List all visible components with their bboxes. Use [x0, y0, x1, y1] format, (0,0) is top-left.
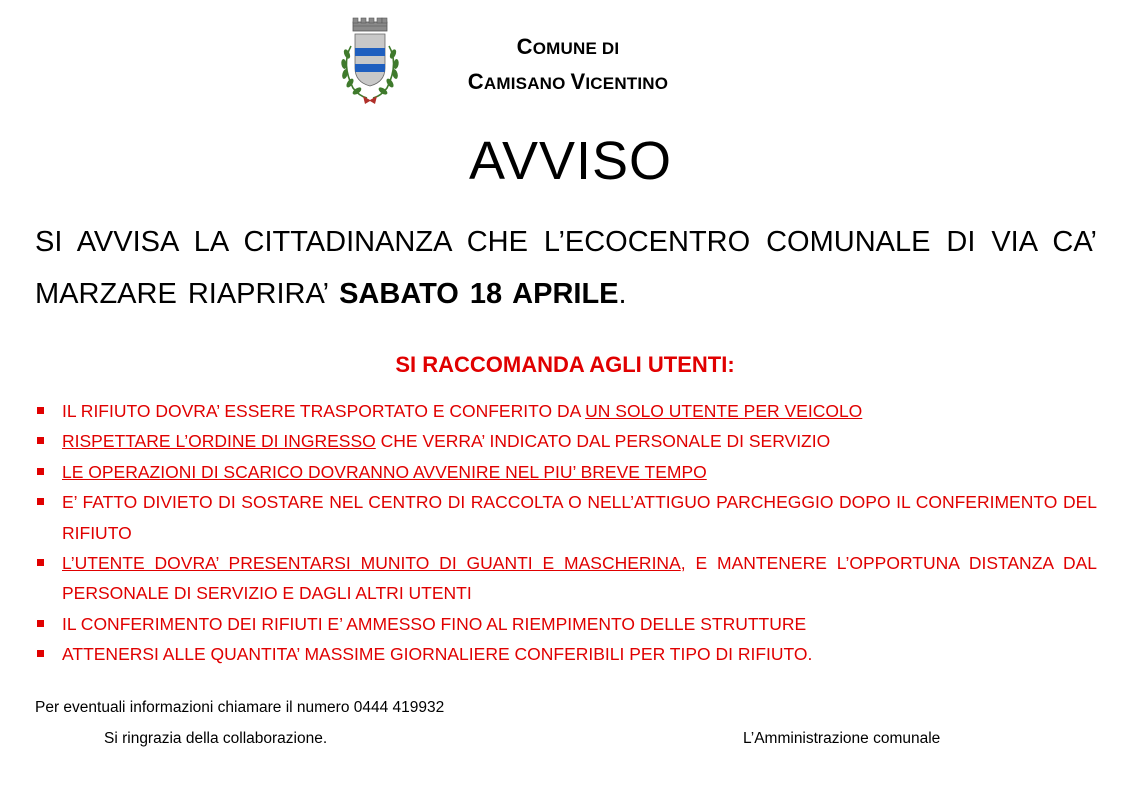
notice-intro [35, 216, 1097, 320]
bullet-icon [37, 468, 44, 475]
bullet-icon [37, 407, 44, 414]
shield-icon [355, 34, 385, 86]
intro-end: . [618, 278, 627, 310]
municipality-name [430, 30, 706, 100]
rules-list [35, 396, 1097, 670]
bullet-icon [37, 620, 44, 627]
recommendation-heading: SI RACCOMANDA AGLI UTENTI: [395, 352, 735, 377]
notice-title: AVVISO [468, 131, 673, 191]
rule-item-gloves-mask: L’UTENTE DOVRA’ PRESENTARSI MUNITO DI GUANTI E MASCHERINA, E MANTENERE L’OPPORTUNA DISTANZA DAL PERSONALE DI SERVIZIO E DAGLI ALTRI UTENTI [35, 548, 1097, 609]
rule-item-daily-quantities: ATTENERSI ALLE QUANTITA’ MASSIME GIORNALIERE CONFERIBILI PER TIPO DI RIFIUTO. [35, 639, 1097, 669]
municipality-name-line1: COMUNE DI [516, 34, 620, 59]
rule-item-no-parking: E’ FATTO DIVIETO DI SOSTARE NEL CENTRO DI RACCOLTA O NELL’ATTIGUO PARCHEGGIO DOPO IL CONFERIMENTO DEL RIFIUTO [35, 487, 1097, 548]
rule-item-single-user: IL RIFIUTO DOVRA’ ESSERE TRASPORTATO E CONFERITO DA UN SOLO UTENTE PER VEICOLO [35, 396, 1097, 426]
bullet-icon [37, 650, 44, 657]
signature: L’Amministrazione comunale [743, 730, 941, 747]
bullet-icon [37, 498, 44, 505]
municipality-name-line2: CAMISANO VICENTINO [467, 69, 669, 94]
crown-icon [353, 18, 387, 31]
municipal-crest-logo [333, 16, 407, 108]
rule-item-quick-unloading: LE OPERAZIONI DI SCARICO DOVRANNO AVVENIRE NEL PIU’ BREVE TEMPO [35, 457, 1097, 487]
rule-item-entry-order: RISPETTARE L’ORDINE DI INGRESSO CHE VERRA’ INDICATO DAL PERSONALE DI SERVIZIO [35, 426, 1097, 456]
bullet-icon [37, 559, 44, 566]
rule-item-capacity: IL CONFERIMENTO DEI RIFIUTI E’ AMMESSO FINO AL RIEMPIMENTO DELLE STRUTTURE [35, 609, 1097, 639]
thanks-note: Si ringrazia della collaborazione. [104, 730, 328, 747]
reopening-date: SABATO 18 APRILE [339, 278, 619, 310]
contact-info: Per eventuali informazioni chiamare il numero 0444 419932 [35, 699, 445, 716]
intro-text: SI AVVISA LA CITTADINANZA CHE L’ECOCENTRO COMUNALE DI VIA CA’ MARZARE RIAPRIRA’ [35, 226, 1097, 310]
bullet-icon [37, 437, 44, 444]
